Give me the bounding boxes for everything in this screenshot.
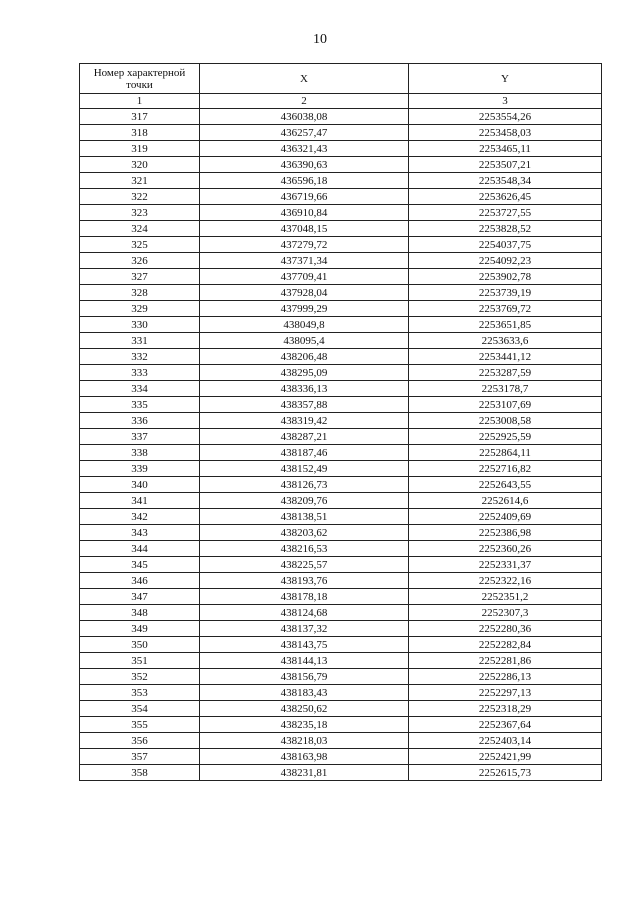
table-row	[80, 429, 602, 445]
cell-y: 2252643,55	[409, 477, 602, 493]
cell-x: 438319,42	[200, 413, 409, 429]
cell-x: 437279,72	[200, 237, 409, 253]
cell-y: 2252281,86	[409, 653, 602, 669]
table-row	[80, 445, 602, 461]
table-row	[80, 717, 602, 733]
cell-y: 2253739,19	[409, 285, 602, 301]
cell-y: 2252367,64	[409, 717, 602, 733]
cell-point-number: 333	[80, 365, 200, 381]
cell-point-number: 336	[80, 413, 200, 429]
table-row	[80, 637, 602, 653]
table-row	[80, 461, 602, 477]
cell-x: 438336,13	[200, 381, 409, 397]
cell-point-number: 344	[80, 541, 200, 557]
cell-y: 2253828,52	[409, 221, 602, 237]
cell-x: 437048,15	[200, 221, 409, 237]
cell-point-number: 338	[80, 445, 200, 461]
table-row	[80, 317, 602, 333]
cell-point-number: 354	[80, 701, 200, 717]
header-x: X	[200, 64, 409, 94]
cell-point-number: 352	[80, 669, 200, 685]
cell-y: 2253727,55	[409, 205, 602, 221]
cell-y: 2252297,13	[409, 685, 602, 701]
cell-x: 437999,29	[200, 301, 409, 317]
table-header-row	[80, 64, 602, 94]
cell-x: 438231,81	[200, 765, 409, 781]
table-row	[80, 349, 602, 365]
cell-x: 438183,43	[200, 685, 409, 701]
cell-y: 2253651,85	[409, 317, 602, 333]
cell-x: 438287,21	[200, 429, 409, 445]
cell-y: 2253008,58	[409, 413, 602, 429]
cell-y: 2252318,29	[409, 701, 602, 717]
table-row	[80, 765, 602, 781]
cell-y: 2253287,59	[409, 365, 602, 381]
cell-point-number: 325	[80, 237, 200, 253]
cell-x: 436038,08	[200, 109, 409, 125]
cell-y: 2253902,78	[409, 269, 602, 285]
table-row	[80, 141, 602, 157]
cell-point-number: 328	[80, 285, 200, 301]
table-row	[80, 669, 602, 685]
cell-x: 438137,32	[200, 621, 409, 637]
cell-x: 438216,53	[200, 541, 409, 557]
cell-y: 2252282,84	[409, 637, 602, 653]
header-y: Y	[409, 64, 602, 94]
cell-y: 2252360,26	[409, 541, 602, 557]
cell-x: 436596,18	[200, 173, 409, 189]
cell-x: 438143,75	[200, 637, 409, 653]
cell-y: 2254037,75	[409, 237, 602, 253]
cell-x: 438124,68	[200, 605, 409, 621]
column-number-2: 2	[200, 94, 409, 109]
cell-point-number: 317	[80, 109, 200, 125]
cell-y: 2252386,98	[409, 525, 602, 541]
cell-x: 438193,76	[200, 573, 409, 589]
table-row	[80, 221, 602, 237]
table-row	[80, 365, 602, 381]
cell-x: 438138,51	[200, 509, 409, 525]
table-column-number-row	[80, 94, 602, 109]
table-row	[80, 525, 602, 541]
cell-point-number: 327	[80, 269, 200, 285]
cell-point-number: 355	[80, 717, 200, 733]
table-row	[80, 237, 602, 253]
table-row	[80, 109, 602, 125]
cell-y: 2252716,82	[409, 461, 602, 477]
cell-y: 2254092,23	[409, 253, 602, 269]
cell-point-number: 318	[80, 125, 200, 141]
cell-x: 436719,66	[200, 189, 409, 205]
table-row	[80, 157, 602, 173]
cell-y: 2253441,12	[409, 349, 602, 365]
cell-point-number: 323	[80, 205, 200, 221]
cell-point-number: 326	[80, 253, 200, 269]
cell-y: 2253554,26	[409, 109, 602, 125]
table-row	[80, 749, 602, 765]
cell-point-number: 320	[80, 157, 200, 173]
header-point-number: Номер характерной точки	[80, 64, 200, 94]
cell-x: 438095,4	[200, 333, 409, 349]
cell-point-number: 350	[80, 637, 200, 653]
table-row	[80, 493, 602, 509]
table-row	[80, 413, 602, 429]
cell-point-number: 358	[80, 765, 200, 781]
cell-x: 438187,46	[200, 445, 409, 461]
cell-x: 438295,09	[200, 365, 409, 381]
cell-point-number: 334	[80, 381, 200, 397]
cell-x: 438225,57	[200, 557, 409, 573]
cell-point-number: 345	[80, 557, 200, 573]
cell-x: 436321,43	[200, 141, 409, 157]
table-row	[80, 573, 602, 589]
cell-y: 2252307,3	[409, 605, 602, 621]
cell-point-number: 329	[80, 301, 200, 317]
table-row	[80, 621, 602, 637]
cell-y: 2252286,13	[409, 669, 602, 685]
coordinates-table	[79, 63, 602, 781]
cell-point-number: 335	[80, 397, 200, 413]
table-row	[80, 189, 602, 205]
cell-x: 438218,03	[200, 733, 409, 749]
table-row	[80, 477, 602, 493]
cell-y: 2252280,36	[409, 621, 602, 637]
table-row	[80, 381, 602, 397]
table-row	[80, 333, 602, 349]
cell-point-number: 347	[80, 589, 200, 605]
cell-point-number: 357	[80, 749, 200, 765]
cell-y: 2253769,72	[409, 301, 602, 317]
table-row	[80, 253, 602, 269]
cell-y: 2252351,2	[409, 589, 602, 605]
cell-point-number: 332	[80, 349, 200, 365]
table-row	[80, 125, 602, 141]
cell-point-number: 321	[80, 173, 200, 189]
table-row	[80, 685, 602, 701]
cell-point-number: 324	[80, 221, 200, 237]
cell-x: 438152,49	[200, 461, 409, 477]
cell-point-number: 330	[80, 317, 200, 333]
cell-x: 438209,76	[200, 493, 409, 509]
table-row	[80, 541, 602, 557]
cell-point-number: 356	[80, 733, 200, 749]
cell-point-number: 348	[80, 605, 200, 621]
cell-x: 438178,18	[200, 589, 409, 605]
cell-point-number: 340	[80, 477, 200, 493]
cell-point-number: 346	[80, 573, 200, 589]
table-row	[80, 653, 602, 669]
cell-y: 2253178,7	[409, 381, 602, 397]
cell-point-number: 351	[80, 653, 200, 669]
cell-point-number: 343	[80, 525, 200, 541]
column-number-3: 3	[409, 94, 602, 109]
table-row	[80, 589, 602, 605]
cell-y: 2252925,59	[409, 429, 602, 445]
cell-x: 438049,8	[200, 317, 409, 333]
cell-point-number: 342	[80, 509, 200, 525]
cell-y: 2252421,99	[409, 749, 602, 765]
table-row	[80, 269, 602, 285]
cell-x: 438156,79	[200, 669, 409, 685]
cell-y: 2253458,03	[409, 125, 602, 141]
cell-y: 2253465,11	[409, 141, 602, 157]
cell-x: 438163,98	[200, 749, 409, 765]
cell-y: 2252331,37	[409, 557, 602, 573]
page-number: 10	[313, 32, 327, 47]
cell-y: 2253548,34	[409, 173, 602, 189]
cell-x: 438206,48	[200, 349, 409, 365]
cell-point-number: 353	[80, 685, 200, 701]
table-row	[80, 557, 602, 573]
cell-point-number: 337	[80, 429, 200, 445]
table-row	[80, 733, 602, 749]
column-number-1: 1	[80, 94, 200, 109]
cell-x: 436910,84	[200, 205, 409, 221]
cell-y: 2252864,11	[409, 445, 602, 461]
cell-point-number: 331	[80, 333, 200, 349]
cell-y: 2252403,14	[409, 733, 602, 749]
cell-x: 436257,47	[200, 125, 409, 141]
cell-x: 437928,04	[200, 285, 409, 301]
cell-x: 438235,18	[200, 717, 409, 733]
cell-y: 2253507,21	[409, 157, 602, 173]
cell-x: 437709,41	[200, 269, 409, 285]
table-row	[80, 397, 602, 413]
cell-y: 2253626,45	[409, 189, 602, 205]
table-row	[80, 605, 602, 621]
cell-point-number: 349	[80, 621, 200, 637]
cell-x: 437371,34	[200, 253, 409, 269]
table-row	[80, 701, 602, 717]
table-row	[80, 509, 602, 525]
cell-point-number: 339	[80, 461, 200, 477]
table-row	[80, 205, 602, 221]
cell-x: 438203,62	[200, 525, 409, 541]
cell-y: 2252615,73	[409, 765, 602, 781]
cell-y: 2253633,6	[409, 333, 602, 349]
cell-y: 2252614,6	[409, 493, 602, 509]
cell-x: 438144,13	[200, 653, 409, 669]
cell-point-number: 319	[80, 141, 200, 157]
cell-x: 436390,63	[200, 157, 409, 173]
table-row	[80, 173, 602, 189]
table-row	[80, 285, 602, 301]
cell-y: 2252409,69	[409, 509, 602, 525]
cell-x: 438126,73	[200, 477, 409, 493]
cell-x: 438357,88	[200, 397, 409, 413]
cell-point-number: 322	[80, 189, 200, 205]
cell-y: 2252322,16	[409, 573, 602, 589]
table-body	[80, 109, 602, 781]
table-row	[80, 301, 602, 317]
cell-y: 2253107,69	[409, 397, 602, 413]
cell-point-number: 341	[80, 493, 200, 509]
cell-x: 438250,62	[200, 701, 409, 717]
